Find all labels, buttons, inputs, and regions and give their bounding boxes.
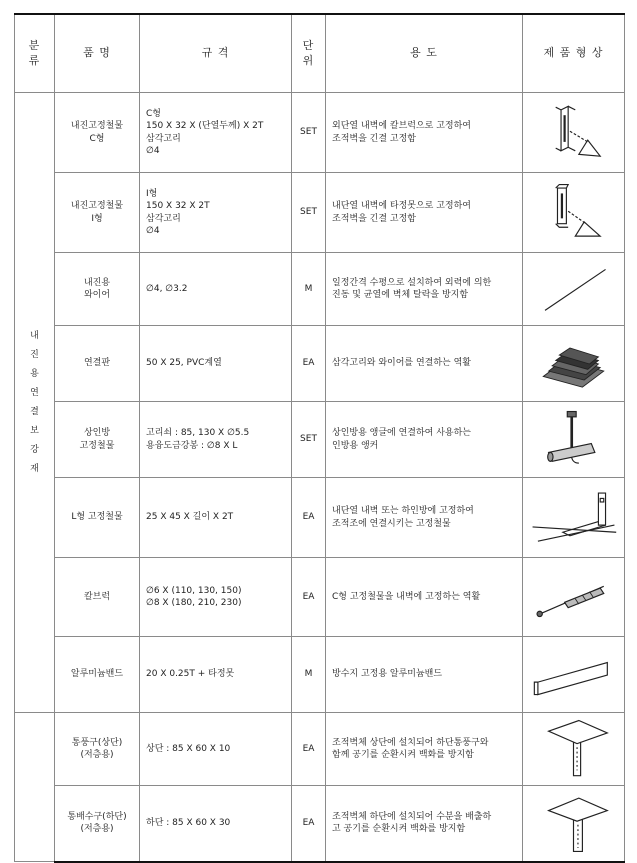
header-use: 용 도 (326, 14, 523, 93)
category-seismic-connectors: 내진용 연결보강재 (15, 93, 55, 713)
l-bracket-icon (523, 478, 625, 558)
table-row (15, 478, 625, 558)
row-unit: SET (292, 173, 326, 253)
row-use: 내단열 내벽에 타정못으로 고정하여 조적벽을 긴결 고정함 (326, 173, 523, 253)
row-spec: 50 X 25, PVC계열 (140, 326, 292, 402)
row-use: C형 고정철물을 내벽에 고정하는 역활 (326, 558, 523, 637)
table-row (15, 173, 625, 253)
table-row (15, 786, 625, 862)
row-unit: EA (292, 558, 326, 637)
row-spec: ∅6 X (110, 130, 150) ∅8 X (180, 210, 230) (140, 558, 292, 637)
row-unit: EA (292, 713, 326, 786)
row-unit: SET (292, 93, 326, 173)
row-name: 내진용 와이어 (55, 253, 140, 326)
table-row (15, 326, 625, 402)
row-name: 알루미늄밴드 (55, 637, 140, 713)
row-unit: M (292, 253, 326, 326)
row-name: 내진고정철물 C형 (55, 93, 140, 173)
row-name: 연결판 (55, 326, 140, 402)
lintel-anchor-icon (523, 402, 625, 478)
table-row (15, 402, 625, 478)
table-row (15, 713, 625, 786)
row-use: 상인방용 앵글에 연결하여 사용하는 인방용 앵커 (326, 402, 523, 478)
row-spec: I형 150 X 32 X 2T 삼각고리 ∅4 (140, 173, 292, 253)
i-type-anchor-icon (523, 173, 625, 253)
aluminum-band-icon (523, 637, 625, 713)
row-spec: 25 X 45 X 길이 X 2T (140, 478, 292, 558)
header-name: 품 명 (55, 14, 140, 93)
header-row (15, 14, 625, 93)
row-name: 통풍구(상단) (저층용) (55, 713, 140, 786)
row-spec: 20 X 0.25T + 타정못 (140, 637, 292, 713)
row-unit: EA (292, 326, 326, 402)
c-type-anchor-icon (523, 93, 625, 173)
table-row (15, 253, 625, 326)
row-name: L형 고정철물 (55, 478, 140, 558)
row-use: 일정간격 수평으로 설치하여 외력에 의한 진동 및 균열에 벽체 탈락을 방지함 (326, 253, 523, 326)
table-row (15, 558, 625, 637)
connector-plate-icon (523, 326, 625, 402)
row-use: 조적벽체 상단에 설치되어 하단통풍구와 함께 공기를 순환시켜 백화를 방지함 (326, 713, 523, 786)
row-unit: SET (292, 402, 326, 478)
row-use: 조적벽체 하단에 설치되어 수분을 배출하 고 공기를 순환시켜 백화를 방지함 (326, 786, 523, 862)
row-use: 외단열 내벽에 칼브럭으로 고정하여 조적벽을 긴결 고정함 (326, 93, 523, 173)
row-name: 상인방 고정철물 (55, 402, 140, 478)
table-row (15, 93, 625, 173)
category-ventilation (15, 713, 55, 862)
row-use: 방수지 고정용 알루미늄밴드 (326, 637, 523, 713)
row-spec: 고리쇠 : 85, 130 X ∅5.5 용융도금강봉 : ∅8 X L (140, 402, 292, 478)
row-spec: 하단 : 85 X 60 X 30 (140, 786, 292, 862)
row-name: 칼브럭 (55, 558, 140, 637)
table-row (15, 637, 625, 713)
row-use: 내단열 내벽 또는 하인방에 고정하여 조적조에 연결시키는 고정철물 (326, 478, 523, 558)
header-unit: 단 위 (292, 14, 326, 93)
row-name: 통배수구(하단) (저층용) (55, 786, 140, 862)
bottom-drain-icon (523, 786, 625, 862)
row-unit: EA (292, 786, 326, 862)
header-shape: 제 품 형 상 (523, 14, 625, 93)
anchor-bolt-icon (523, 558, 625, 637)
row-spec: C형 150 X 32 X (단열두께) X 2T 삼각고리 ∅4 (140, 93, 292, 173)
row-spec: 상단 : 85 X 60 X 10 (140, 713, 292, 786)
header-category: 분 류 (15, 14, 55, 93)
row-unit: M (292, 637, 326, 713)
wire-icon (523, 253, 625, 326)
row-unit: EA (292, 478, 326, 558)
top-vent-icon (523, 713, 625, 786)
product-spec-table (14, 13, 625, 863)
row-name: 내진고정철물 I형 (55, 173, 140, 253)
header-spec: 규 격 (140, 14, 292, 93)
row-use: 삼각고리와 와이어를 연결하는 역활 (326, 326, 523, 402)
row-spec: ∅4, ∅3.2 (140, 253, 292, 326)
